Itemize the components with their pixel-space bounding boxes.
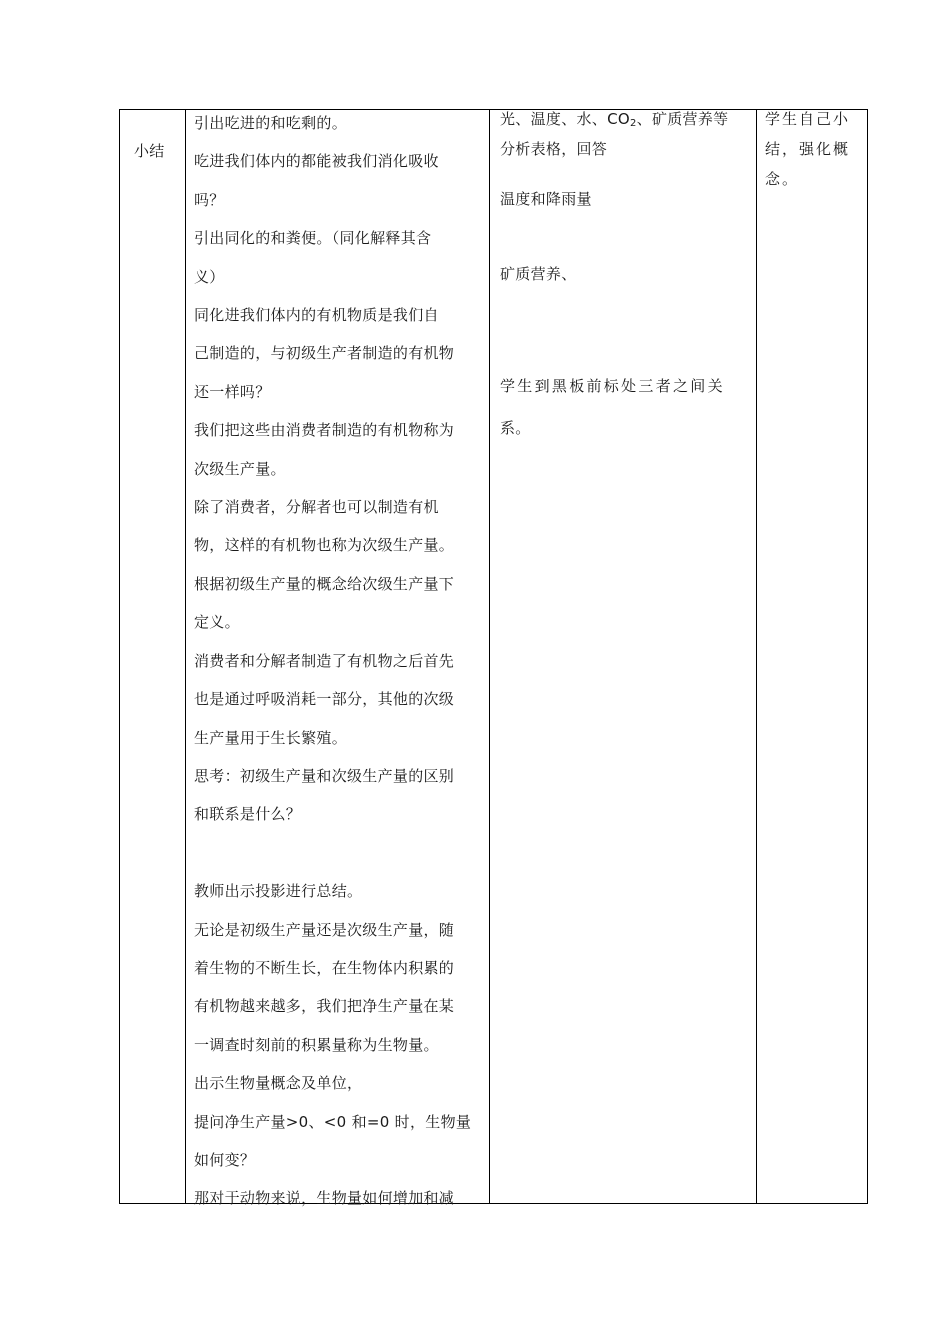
teacher-line: 生产量用于生长繁殖。 <box>194 728 348 747</box>
teacher-line: 那对于动物来说，生物量如何增加和减 <box>194 1189 455 1208</box>
teacher-line: 同化进我们体内的有机物质是我们自 <box>194 306 439 325</box>
teacher-line: 思考：初级生产量和次级生产量的区别 <box>194 766 455 785</box>
teacher-line: 吗？ <box>194 190 225 209</box>
teacher-line: 义） <box>194 267 225 286</box>
section-label-cell <box>134 132 174 170</box>
teacher-line: 我们把这些由消费者制造的有机物称为 <box>194 421 455 440</box>
blank-line <box>194 834 484 872</box>
teacher-line: 还一样吗？ <box>194 382 271 401</box>
student-activity-cell <box>500 104 750 443</box>
teacher-line: 己制造的，与初级生产者制造的有机物 <box>194 344 455 363</box>
teacher-line: 也是通过呼吸消耗一部分，其他的次级 <box>194 690 455 709</box>
section-label: 小结 <box>134 142 165 160</box>
subscript: 2 <box>629 118 637 129</box>
teacher-line: 消费者和分解者制造了有机物之后首先 <box>194 651 455 670</box>
student-line-1-tail: 、矿质营养等 <box>636 110 729 128</box>
intent-line: 念。 <box>765 170 800 188</box>
teacher-line: 出示生物量概念及单位， <box>194 1074 363 1093</box>
student-answer-1: 温度和降雨量 <box>500 190 592 208</box>
teacher-line: 除了消费者，分解者也可以制造有机 <box>194 498 439 517</box>
teacher-line: 定义。 <box>194 613 240 632</box>
teacher-line: 一调查时刻前的积累量称为生物量。 <box>194 1035 439 1054</box>
teacher-line: 物，这样的有机物也称为次级生产量。 <box>194 536 455 555</box>
column-divider <box>756 110 757 1203</box>
intent-line: 学生自己小 <box>765 110 851 128</box>
lesson-table <box>119 109 868 1208</box>
column-divider <box>489 110 490 1203</box>
student-answer-2: 矿质营养、 <box>500 265 577 283</box>
teacher-line: 和联系是什么？ <box>194 805 302 824</box>
intent-line: 结，强化概 <box>765 140 851 158</box>
teacher-line: 无论是初级生产量还是次级生产量，随 <box>194 920 455 939</box>
teacher-line: 如何变？ <box>194 1150 256 1169</box>
teacher-line: 引出同化的和粪便。（同化解释其含 <box>194 229 432 248</box>
teacher-line: 根据初级生产量的概念给次级生产量下 <box>194 574 455 593</box>
student-line-1 <box>500 104 750 134</box>
student-activity-1: 学生到黑板前标处三者之间关 <box>500 377 725 395</box>
student-line-2: 分析表格，回答 <box>500 140 608 158</box>
student-activity-2: 系。 <box>500 419 531 437</box>
teacher-line: 引出吃进的和吃剩的。 <box>194 114 348 132</box>
design-intent-cell <box>765 104 860 194</box>
teacher-activity-cell <box>194 104 484 1218</box>
teacher-line: 提问净生产量>0、<0 和=0 时，生物量 <box>194 1112 472 1131</box>
student-line-1-text: 光、温度、水、CO <box>500 110 630 128</box>
column-divider <box>185 110 186 1203</box>
teacher-line: 吃进我们体内的都能被我们消化吸收 <box>194 152 439 171</box>
teacher-line: 次级生产量。 <box>194 459 286 478</box>
teacher-line: 着生物的不断生长，在生物体内积累的 <box>194 958 455 977</box>
teacher-line: 有机物越来越多，我们把净生产量在某 <box>194 997 455 1016</box>
teacher-line: 教师出示投影进行总结。 <box>194 882 363 901</box>
